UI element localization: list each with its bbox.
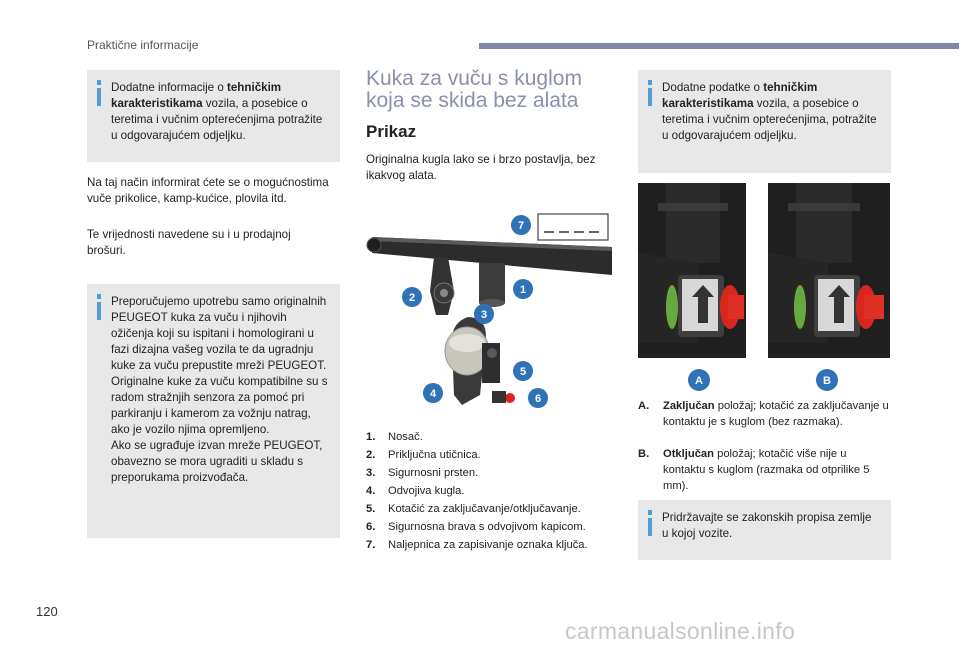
info-text-suffix: vozila, a posebice o teretima i vučnim opterećenjima, potražite u odgovarajućem odjeljku.	[662, 97, 877, 142]
definition-unlocked: B. Otključan položaj; kotačić više nije u kontaktu s kuglom (razmaka od otprilike 5 mm).	[638, 448, 870, 492]
info-text-prefix: Dodatne podatke o	[662, 81, 764, 94]
page-number: 120	[36, 604, 58, 619]
badge-4	[423, 383, 443, 403]
photo-unlocked	[768, 183, 890, 358]
info-icon	[97, 80, 101, 106]
key-code-label	[538, 214, 608, 240]
badge-3	[474, 304, 494, 324]
list-item: 6. Sigurnosna brava s odvojivom kapicom.	[366, 521, 586, 533]
paragraph-towing-capabilities: Na taj način informirat ćete se o mogućnostima vuče prikolice, kamp-kućice, plovila itd.	[87, 176, 329, 205]
svg-text:2: 2	[408, 292, 416, 304]
list-item: 2. Priključna utičnica.	[366, 449, 481, 461]
info-text-bold: tehničkim karakteristikama	[111, 81, 282, 110]
badge-1	[513, 279, 533, 299]
paragraph-brochure: Te vrijednosti navedene su i u prodajnoj brošuri.	[87, 228, 291, 257]
list-item: 4. Odvojiva kugla.	[366, 485, 465, 497]
receiver-tube	[479, 263, 505, 303]
svg-text:3: 3	[480, 309, 488, 321]
info-box-technical-right	[638, 70, 891, 173]
info-text	[111, 80, 330, 144]
svg-text:1: 1	[519, 284, 527, 296]
list-item: 7. Naljepnica za zapisivanje oznaka ključa.	[366, 539, 588, 551]
info-text-suffix: vozila, a posebice o teretima i vučnim opterećenjima potražite u odgovarajućem odjeljku.	[111, 97, 323, 142]
badge-5	[513, 361, 533, 381]
svg-text:7: 7	[517, 220, 525, 232]
section-title: Kuka za vuču s kuglom koja se skida bez alata	[366, 67, 582, 112]
svg-text:6: 6	[534, 393, 542, 405]
info-text-legal: Pridržavajte se zakonskih propisa zemlje u kojoj vozite.	[662, 511, 872, 540]
subsection-title: Prikaz	[366, 122, 417, 141]
svg-text:4: 4	[429, 388, 437, 400]
badge-a	[688, 369, 710, 391]
header-accent-bar	[479, 43, 959, 49]
list-item: 3. Sigurnosni prsten.	[366, 467, 479, 479]
info-icon	[97, 294, 101, 320]
info-text-recommendation: Preporučujemo upotrebu samo originalnih PEUGEOT kuka za vuču i njihovih ožičenja koji su ispitani i homologirani u fazi dizajna vašeg vozila te da ugradnju kuke za vuču prepustite mreži PEUGEOT. Originalne kuke za vuču kompatibilne su s radom stražnjih senzora za pomoć pri parkiranju i kamerom za vožnju natrag, ako je vozilo njima opremljeno. Ako se ugrađuje izvan mreže PEUGEOT, obavezno se mora ugraditi u skladu s preporukama proizvođača.	[111, 295, 328, 484]
list-item: 1. Nosač.	[366, 431, 423, 443]
info-text-bold: tehničkim karakteristikama	[662, 81, 818, 110]
info-text	[662, 80, 881, 144]
definition-locked: A. Zaključan položaj; kotačić za zaključavanje u kontaktu je s kuglom (bez razmaka).	[638, 400, 889, 428]
section-label: Praktične informacije	[87, 38, 199, 52]
badge-7	[511, 215, 531, 235]
info-text-prefix: Dodatne informacije o	[111, 81, 227, 94]
intro-paragraph: Originalna kugla lako se i brzo postavlja, bez ikakvog alata.	[366, 153, 596, 182]
info-icon	[648, 80, 652, 106]
info-icon	[648, 510, 652, 536]
security-lock	[505, 393, 515, 403]
tow-hitch-illustration	[362, 205, 622, 420]
badge-b	[816, 369, 838, 391]
locking-wheel-photos	[638, 183, 890, 393]
badge-2	[402, 287, 422, 307]
badge-6	[528, 388, 548, 408]
info-box-technical	[87, 70, 340, 162]
svg-text:A: A	[695, 375, 703, 387]
list-item: 5. Kotačić za zaključavanje/otključavanje.	[366, 503, 581, 515]
component-list	[366, 428, 616, 554]
info-box-legal	[638, 500, 891, 560]
svg-text:B: B	[823, 375, 831, 387]
svg-text:5: 5	[519, 366, 527, 378]
info-box-recommendation	[87, 284, 340, 538]
watermark: carmanualsonline.info	[565, 618, 796, 644]
photo-locked	[638, 183, 746, 358]
